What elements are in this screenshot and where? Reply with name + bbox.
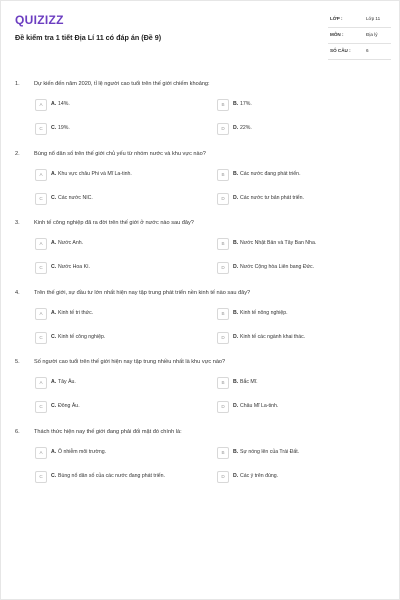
option-letter: D.	[233, 125, 239, 131]
option-c[interactable]	[35, 262, 195, 274]
option-letter: C.	[51, 334, 57, 340]
meta-subject-label: MÔN :	[330, 32, 344, 37]
option-box[interactable]: D	[217, 332, 229, 344]
meta-subject-value: Địa lý	[366, 32, 378, 37]
question-number: 6.	[15, 429, 20, 435]
option-letter: B.	[233, 171, 239, 177]
meta-count-label: SỐ CÂU :	[330, 48, 351, 53]
option-letter: A.	[51, 101, 57, 107]
option-text: Kinh tế tri thức.	[58, 310, 94, 316]
option-text: Nước Hoa Kì.	[58, 264, 90, 270]
question-number: 5.	[15, 359, 20, 365]
option-box[interactable]: D	[217, 401, 229, 413]
option-letter: D.	[233, 473, 239, 479]
option-b[interactable]	[217, 99, 377, 111]
option-letter: C.	[51, 125, 57, 131]
option-letter: C.	[51, 473, 57, 479]
option-text: Kinh tế các ngành khai thác.	[240, 334, 306, 340]
option-letter: B.	[233, 101, 239, 107]
option-text: Các nước tư bản phát triển.	[240, 195, 304, 201]
option-text: Nước Nhật Bản và Tây Ban Nha.	[240, 240, 317, 246]
option-box[interactable]: C	[35, 123, 47, 135]
option-text: 14%.	[58, 101, 70, 107]
worksheet-title: Đề kiểm tra 1 tiết Địa Lí 11 có đáp án (Đề 9)	[15, 33, 162, 42]
question-text: Trên thế giới, sự đầu tư lớn nhất hiện nay tập trung phát triển nền kinh tế nào sau đây?	[34, 290, 251, 296]
meta-class-row	[328, 12, 391, 28]
option-text: Ô nhiễm môi trường.	[58, 449, 107, 455]
option-box[interactable]: B	[217, 377, 229, 389]
option-box[interactable]: B	[217, 169, 229, 181]
option-box[interactable]: A	[35, 447, 47, 459]
option-letter: A.	[51, 240, 57, 246]
option-box[interactable]: C	[35, 332, 47, 344]
option-letter: B.	[233, 449, 239, 455]
option-box[interactable]: B	[217, 447, 229, 459]
option-box[interactable]: A	[35, 308, 47, 320]
meta-subject-row	[328, 28, 391, 44]
option-text: Các ý trên đúng.	[240, 473, 279, 479]
option-c[interactable]	[35, 193, 195, 205]
option-c[interactable]	[35, 332, 195, 344]
meta-class-value: Lớp 11	[366, 16, 381, 21]
worksheet-meta	[328, 12, 391, 60]
option-c[interactable]	[35, 123, 195, 135]
question-text: Thách thức hiện nay thế giới đang phải đối mặt đó chính là:	[34, 429, 182, 435]
option-text: 22%.	[240, 125, 252, 131]
meta-class-label: LỚP :	[330, 16, 343, 21]
option-box[interactable]: C	[35, 471, 47, 483]
option-text: Nước Anh.	[58, 240, 84, 246]
option-letter: C.	[51, 195, 57, 201]
quizizz-logo: QUIZIZZ	[15, 13, 64, 27]
option-d[interactable]	[217, 471, 377, 483]
option-letter: A.	[51, 379, 57, 385]
option-text: Các nước đang phát triển.	[240, 171, 301, 177]
question-text: Bùng nổ dân số trên thế giới chủ yếu từ nhóm nước và khu vực nào?	[34, 151, 206, 157]
option-box[interactable]: C	[35, 193, 47, 205]
option-text: Châu Mĩ La-tinh.	[240, 403, 279, 409]
option-a[interactable]	[35, 238, 195, 250]
option-text: Bắc Mĩ.	[240, 379, 258, 385]
option-letter: D.	[233, 403, 239, 409]
option-letter: D.	[233, 264, 239, 270]
option-d[interactable]	[217, 193, 377, 205]
option-box[interactable]: D	[217, 262, 229, 274]
option-a[interactable]	[35, 99, 195, 111]
option-d[interactable]	[217, 262, 377, 274]
option-c[interactable]	[35, 401, 195, 413]
option-text: Các nước NIC.	[58, 195, 93, 201]
option-text: Sự nóng lên của Trái Đất.	[240, 449, 300, 455]
option-box[interactable]: B	[217, 308, 229, 320]
option-box[interactable]: A	[35, 99, 47, 111]
option-box[interactable]: C	[35, 401, 47, 413]
option-c[interactable]	[35, 471, 195, 483]
option-a[interactable]	[35, 447, 195, 459]
option-text: Bùng nổ dân số của các nước đang phát triển.	[58, 473, 165, 479]
option-box[interactable]: D	[217, 193, 229, 205]
option-box[interactable]: C	[35, 262, 47, 274]
option-letter: B.	[233, 240, 239, 246]
option-b[interactable]	[217, 169, 377, 181]
question-number: 3.	[15, 220, 20, 226]
option-box[interactable]: A	[35, 169, 47, 181]
option-b[interactable]	[217, 308, 377, 320]
option-d[interactable]	[217, 332, 377, 344]
option-text: Khu vực châu Phi và Mĩ La-tinh.	[58, 171, 132, 177]
option-text: Kinh tế nông nghiệp.	[240, 310, 288, 316]
option-box[interactable]: A	[35, 377, 47, 389]
option-text: 19%.	[58, 125, 70, 131]
option-text: Kinh tế công nghiệp.	[58, 334, 106, 340]
meta-count-row	[328, 44, 391, 60]
option-letter: C.	[51, 403, 57, 409]
question-number: 2.	[15, 151, 20, 157]
option-b[interactable]	[217, 238, 377, 250]
option-d[interactable]	[217, 401, 377, 413]
option-b[interactable]	[217, 377, 377, 389]
question-number: 1.	[15, 81, 20, 87]
option-letter: A.	[51, 310, 57, 316]
option-box[interactable]: A	[35, 238, 47, 250]
meta-count-value: 6	[366, 48, 369, 53]
option-d[interactable]	[217, 123, 377, 135]
option-b[interactable]	[217, 447, 377, 459]
question-text: Số người cao tuổi trên thế giới hiện nay tập trung nhiều nhất là khu vực nào?	[34, 359, 226, 365]
option-letter: A.	[51, 449, 57, 455]
question-number: 4.	[15, 290, 20, 296]
option-letter: D.	[233, 334, 239, 340]
option-letter: A.	[51, 171, 57, 177]
option-a[interactable]	[35, 169, 195, 181]
option-a[interactable]	[35, 377, 195, 389]
question-text: Dự kiến đến năm 2020, tỉ lệ người cao tuổi trên thế giới chiếm khoảng:	[34, 81, 210, 87]
option-text: 17%.	[240, 101, 252, 107]
option-box[interactable]: B	[217, 238, 229, 250]
question-text: Kinh tế công nghiệp đã ra đời trên thế giới ở nước nào sau đây?	[34, 220, 194, 226]
option-text: Đông Âu.	[58, 403, 80, 409]
option-text: Tây Âu.	[58, 379, 76, 385]
option-box[interactable]: B	[217, 99, 229, 111]
option-letter: C.	[51, 264, 57, 270]
option-letter: B.	[233, 379, 239, 385]
option-letter: B.	[233, 310, 239, 316]
option-box[interactable]: D	[217, 471, 229, 483]
option-text: Nước Cộng hòa Liên bang Đức.	[240, 264, 315, 270]
option-letter: D.	[233, 195, 239, 201]
option-a[interactable]	[35, 308, 195, 320]
option-box[interactable]: D	[217, 123, 229, 135]
